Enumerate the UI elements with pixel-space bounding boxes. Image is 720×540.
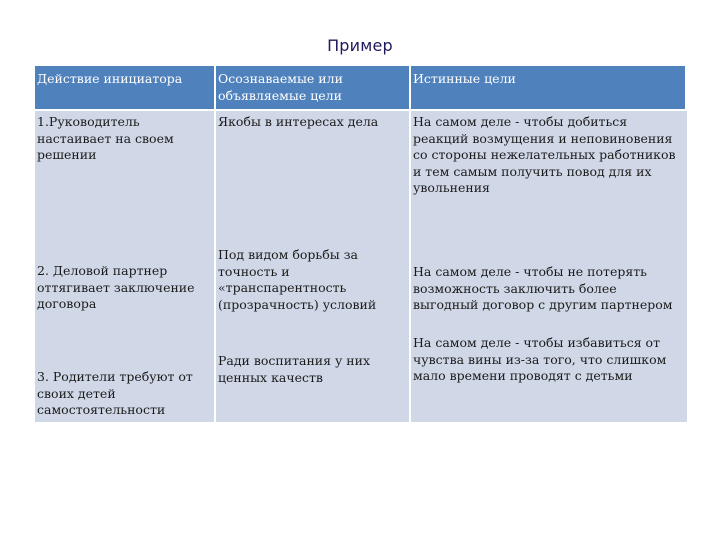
declared-goal-2: Под видом борьбы за точность и «транспарентность (прозрачность) условий xyxy=(218,247,377,312)
declared-goal-1: Якобы в интересах дела xyxy=(218,114,379,129)
header-cell-action: Действие инициатора xyxy=(35,66,216,111)
column-cell-actions xyxy=(35,111,216,422)
page-title: Пример xyxy=(327,36,393,55)
true-goal-1: На самом деле - чтобы добиться реакций возмущения и неповиновения со стороны нежелательных работников и тем самым получить повод для их увольнения xyxy=(413,114,676,195)
column-cell-true-goals xyxy=(411,111,687,422)
action-item-2: 2. Деловой партнер оттягивает заключение договора xyxy=(37,263,195,311)
header-cell-true-goals: Истинные цели xyxy=(411,66,687,111)
true-goal-2: На самом деле - чтобы не потерять возможность заключить более выгодный договор с другим партнером xyxy=(413,264,673,312)
column-cell-declared-goals xyxy=(216,111,411,422)
action-item-1: 1.Руководитель настаивает на своем решении xyxy=(37,114,174,162)
declared-goal-3: Ради воспитания у них ценных качеств xyxy=(218,353,371,385)
true-goal-3: На самом деле - чтобы избавиться от чувства вины из-за того, что слишком мало времени проводят с детьми xyxy=(413,335,667,383)
goals-table xyxy=(35,66,687,422)
action-item-3: 3. Родители требуют от своих детей самостоятельности xyxy=(37,369,193,417)
header-cell-declared-goals: Осознаваемые или объявляемые цели xyxy=(216,66,411,111)
